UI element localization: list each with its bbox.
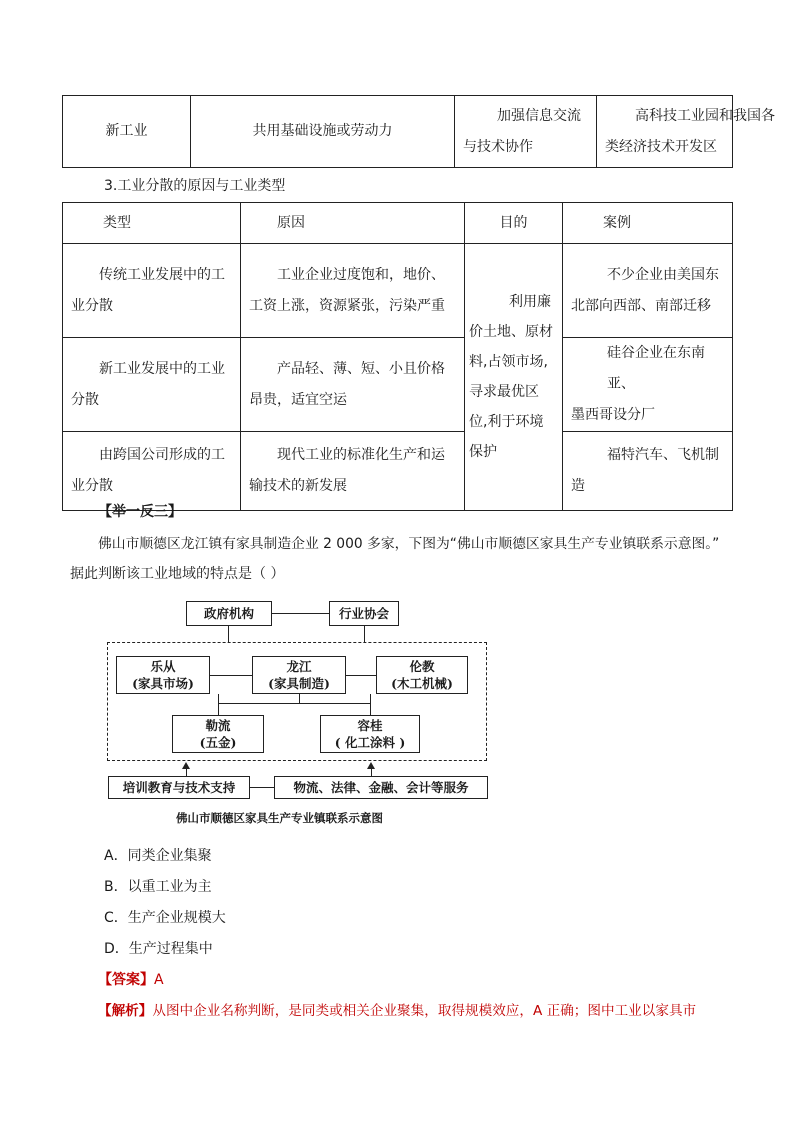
analysis-label: 【解析】 bbox=[98, 1003, 153, 1019]
option-a: A．同类企业集聚 bbox=[104, 848, 212, 864]
answer-label: 【答案】 bbox=[98, 972, 154, 988]
cell-type: 新工业 bbox=[63, 96, 191, 168]
association-box: 行业协会 bbox=[329, 601, 399, 626]
connector-line bbox=[364, 626, 365, 642]
cell-example: 高科技工业园和我国各 类经济技术开发区 bbox=[597, 96, 733, 168]
option-d: D．生产过程集中 bbox=[104, 941, 213, 957]
answer bbox=[98, 970, 164, 990]
example-heading: 【举一反三】 bbox=[98, 504, 182, 520]
question-stem-line2: 据此判断该工业地域的特点是（ ） bbox=[70, 566, 285, 582]
connector-line bbox=[370, 694, 371, 715]
lecong-box: 乐从 (家具市场) bbox=[116, 656, 210, 694]
lunjiao-box: 伦教 (木工机械) bbox=[376, 656, 468, 694]
header-type: 类型 bbox=[63, 203, 241, 244]
connector-line bbox=[218, 703, 370, 704]
training-box: 培训教育与技术支持 bbox=[108, 776, 250, 799]
cell-purpose: 加强信息交流 与技术协作 bbox=[455, 96, 597, 168]
connector-line bbox=[346, 675, 376, 676]
diagram-caption: 佛山市顺德区家具生产专业镇联系示意图 bbox=[176, 811, 383, 825]
header-purpose: 目的 bbox=[465, 203, 563, 244]
purpose-cell: 利用廉 价土地、原材 料,占领市场, 寻求最优区 位,利于环境 保护 bbox=[465, 244, 563, 511]
analysis-text: 从图中企业名称判断，是同类或相关企业聚集，取得规模效应，A 正确；图中工业以家具市 bbox=[152, 1003, 697, 1019]
ronggui-box: 容桂 ( 化工涂料 ) bbox=[320, 715, 420, 753]
connector-line bbox=[299, 694, 300, 703]
services-box: 物流、法律、金融、会计等服务 bbox=[274, 776, 488, 799]
question-stem-line1: 佛山市顺德区龙江镇有家具制造企业 2 000 多家，下图为“佛山市顺德区家具生产专业镇联系示意图。” bbox=[98, 536, 720, 552]
cell-reason: 共用基础设施或劳动力 bbox=[191, 96, 455, 168]
connector-line bbox=[250, 787, 274, 788]
table-row: 传统工业发展中的工 业分散 工业企业过度饱和，地价、 工资上涨，资源紧张，污染严重 利用廉 价土地、原材 料,占领市场, 寻求最优区 位,利于环境 保护 不少企业由美国东 北部向西部、南部迁移 bbox=[63, 244, 733, 338]
header-example: 案例 bbox=[563, 203, 733, 244]
government-box: 政府机构 bbox=[186, 601, 272, 626]
leliu-box: 勒流 (五金) bbox=[172, 715, 264, 753]
header-reason: 原因 bbox=[241, 203, 465, 244]
option-b: B．以重工业为主 bbox=[104, 879, 212, 895]
arrow-line bbox=[186, 768, 187, 776]
industry-dispersion-table bbox=[62, 202, 733, 511]
connector-line bbox=[272, 613, 329, 614]
connector-line bbox=[228, 626, 229, 642]
analysis bbox=[98, 1001, 696, 1021]
longjiang-box: 龙江 (家具制造) bbox=[252, 656, 346, 694]
option-c: C．生产企业规模大 bbox=[104, 910, 226, 926]
industry-table-continued bbox=[62, 95, 775, 168]
answer-value: A bbox=[154, 972, 164, 988]
section-title: 3.工业分散的原因与工业类型 bbox=[104, 178, 286, 194]
table-row: 由跨国公司形成的工 业分散 现代工业的标准化生产和运 输技术的新发展 福特汽车、飞机制 造 bbox=[63, 432, 733, 511]
arrow-up-icon bbox=[182, 762, 190, 769]
connector-line bbox=[218, 694, 219, 715]
arrow-line bbox=[371, 768, 372, 776]
arrow-up-icon bbox=[367, 762, 375, 769]
table-row: 新工业发展中的工业 分散 产品轻、薄、短、小且价格 昂贵，适宜空运 硅谷企业在东南亚、 墨西哥设分厂 bbox=[63, 338, 733, 432]
connector-line bbox=[210, 675, 252, 676]
